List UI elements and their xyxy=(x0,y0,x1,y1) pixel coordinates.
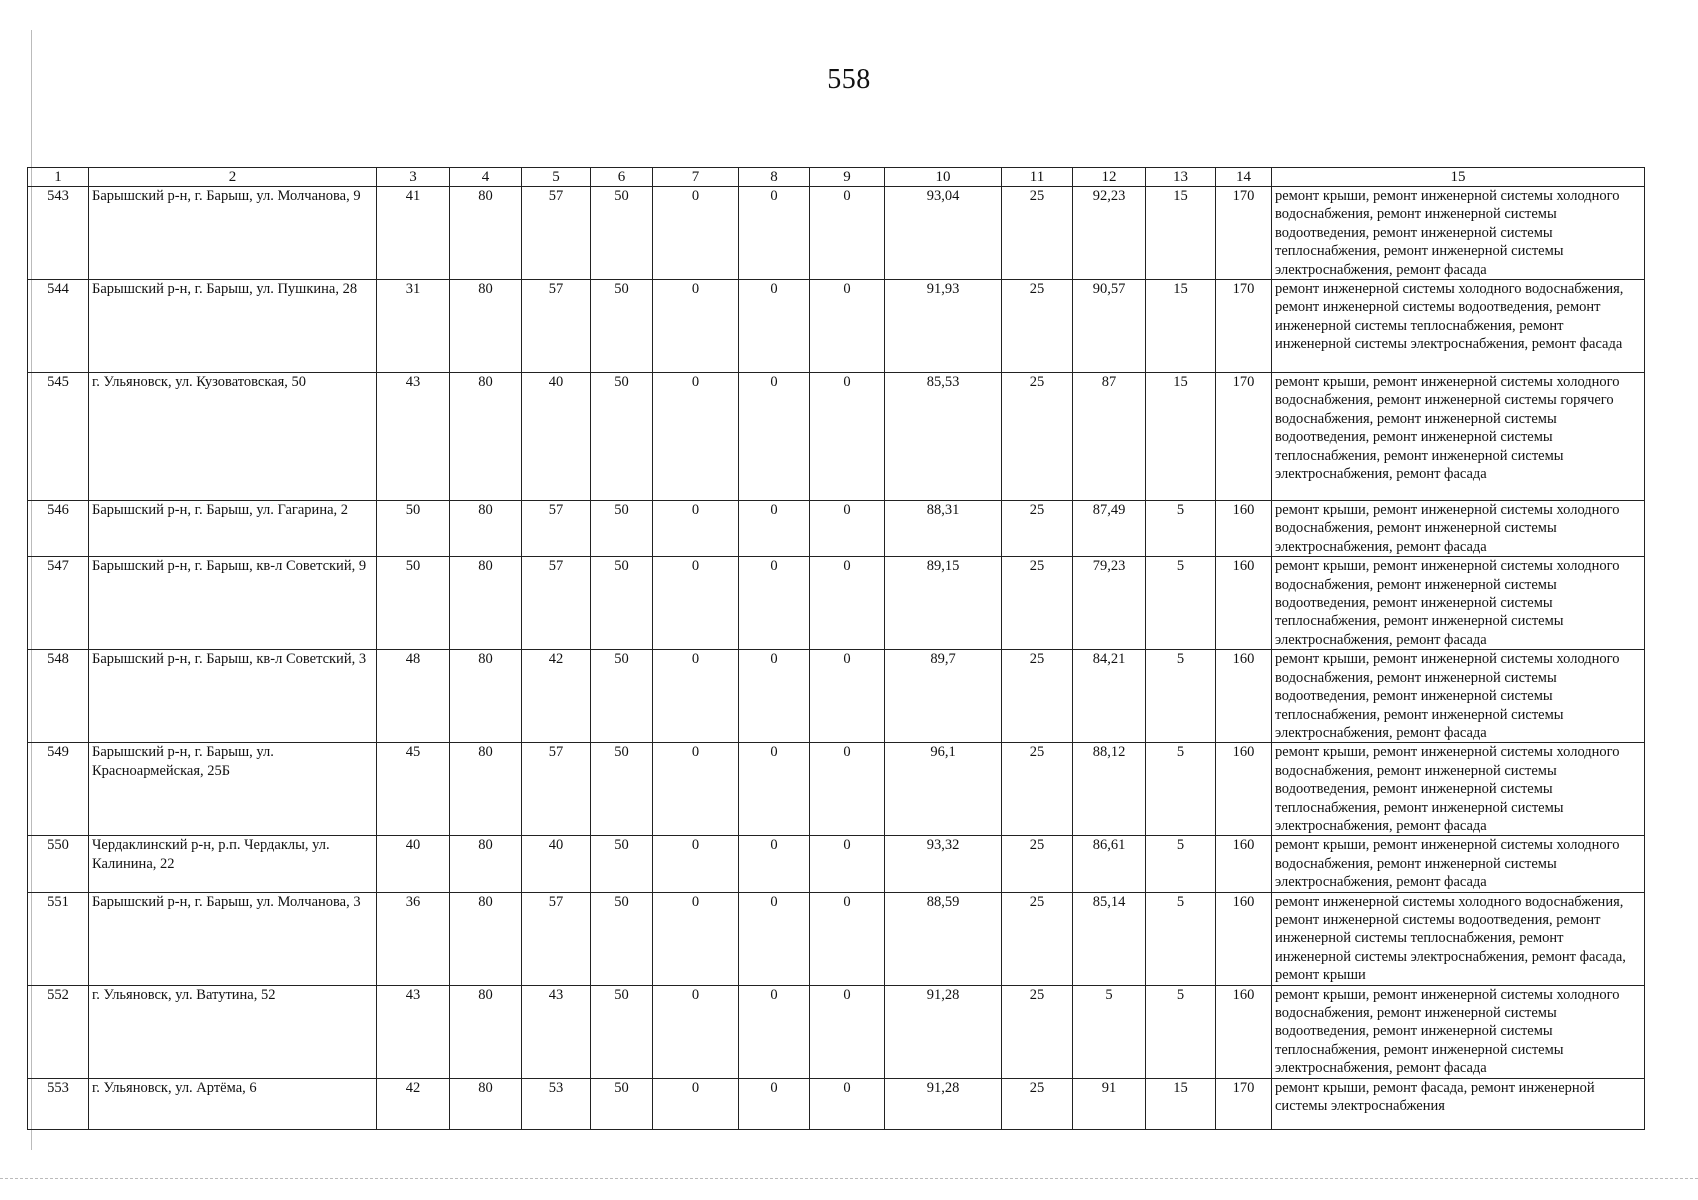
table-cell: 91,93 xyxy=(885,280,1002,373)
table-cell: 96,1 xyxy=(885,743,1002,836)
table-cell: 93,32 xyxy=(885,836,1002,892)
row-number-cell: 552 xyxy=(28,985,89,1078)
work-types-cell: ремонт крыши, ремонт инженерной системы холодного водоснабжения, ремонт инженерной системы горячего водоснабжения, ремонт инженерной системы водоотведения, ремонт инженерной системы теплоснабжения, ремонт инженерной системы электроснабжения, ремонт фасада xyxy=(1272,373,1645,501)
table-cell: 5 xyxy=(1146,650,1216,743)
table-row xyxy=(28,1078,1645,1129)
table-cell: 25 xyxy=(1002,892,1073,985)
table-cell: 0 xyxy=(810,1078,885,1129)
column-number-row xyxy=(28,168,1645,187)
column-header: 9 xyxy=(810,168,885,187)
table-cell: 91,28 xyxy=(885,985,1002,1078)
table-row xyxy=(28,187,1645,280)
table-cell: 0 xyxy=(653,1078,739,1129)
table-cell: 91,28 xyxy=(885,1078,1002,1129)
row-number-cell: 548 xyxy=(28,650,89,743)
table-cell: 0 xyxy=(739,557,810,650)
table-cell: 0 xyxy=(739,373,810,501)
table-cell: 5 xyxy=(1146,501,1216,557)
table-cell: 50 xyxy=(591,373,653,501)
table-cell: 0 xyxy=(739,1078,810,1129)
table-cell: 80 xyxy=(450,743,522,836)
work-types-cell: ремонт крыши, ремонт инженерной системы холодного водоснабжения, ремонт инженерной системы водоотведения, ремонт инженерной системы теплоснабжения, ремонт инженерной системы электроснабжения, ремонт фасада xyxy=(1272,985,1645,1078)
table-cell: 0 xyxy=(739,743,810,836)
table-row xyxy=(28,892,1645,985)
address-cell: г. Ульяновск, ул. Ватутина, 52 xyxy=(89,985,377,1078)
table-cell: 0 xyxy=(653,985,739,1078)
table-cell: 80 xyxy=(450,985,522,1078)
table-cell: 50 xyxy=(591,501,653,557)
table-cell: 50 xyxy=(591,280,653,373)
table-cell: 25 xyxy=(1002,187,1073,280)
table-cell: 92,23 xyxy=(1073,187,1146,280)
work-types-cell: ремонт крыши, ремонт инженерной системы холодного водоснабжения, ремонт инженерной системы водоотведения, ремонт инженерной системы теплоснабжения, ремонт инженерной системы электроснабжения, ремонт фасада xyxy=(1272,187,1645,280)
table-row xyxy=(28,501,1645,557)
column-header: 7 xyxy=(653,168,739,187)
table-cell: 5 xyxy=(1146,557,1216,650)
table-row xyxy=(28,280,1645,373)
table-cell: 0 xyxy=(810,280,885,373)
work-types-cell: ремонт крыши, ремонт инженерной системы холодного водоснабжения, ремонт инженерной системы водоотведения, ремонт инженерной системы теплоснабжения, ремонт инженерной системы электроснабжения, ремонт фасада xyxy=(1272,557,1645,650)
table-cell: 89,15 xyxy=(885,557,1002,650)
table-cell: 79,23 xyxy=(1073,557,1146,650)
table-cell: 80 xyxy=(450,1078,522,1129)
table-cell: 42 xyxy=(377,1078,450,1129)
row-number-cell: 544 xyxy=(28,280,89,373)
table-cell: 0 xyxy=(739,187,810,280)
table-cell: 0 xyxy=(739,280,810,373)
table-cell: 88,59 xyxy=(885,892,1002,985)
table-cell: 43 xyxy=(377,985,450,1078)
table-cell: 160 xyxy=(1216,892,1272,985)
address-cell: Барышский р-н, г. Барыш, ул. Молчанова, 3 xyxy=(89,892,377,985)
column-header: 6 xyxy=(591,168,653,187)
table-cell: 43 xyxy=(522,985,591,1078)
table-cell: 80 xyxy=(450,650,522,743)
table-cell: 25 xyxy=(1002,557,1073,650)
row-number-cell: 551 xyxy=(28,892,89,985)
table-cell: 50 xyxy=(591,892,653,985)
column-header: 15 xyxy=(1272,168,1645,187)
scan-bottom-rule xyxy=(0,1178,1698,1180)
table-cell: 50 xyxy=(591,1078,653,1129)
table-cell: 93,04 xyxy=(885,187,1002,280)
table-cell: 87 xyxy=(1073,373,1146,501)
table-cell: 40 xyxy=(522,836,591,892)
table-cell: 88,31 xyxy=(885,501,1002,557)
table-cell: 0 xyxy=(810,743,885,836)
table-cell: 0 xyxy=(810,836,885,892)
column-header: 2 xyxy=(89,168,377,187)
table-cell: 89,7 xyxy=(885,650,1002,743)
table-cell: 5 xyxy=(1146,836,1216,892)
table-cell: 36 xyxy=(377,892,450,985)
table-row xyxy=(28,650,1645,743)
table-cell: 57 xyxy=(522,501,591,557)
table-cell: 160 xyxy=(1216,501,1272,557)
table-cell: 5 xyxy=(1146,892,1216,985)
row-number-cell: 545 xyxy=(28,373,89,501)
table-cell: 57 xyxy=(522,892,591,985)
table-cell: 85,53 xyxy=(885,373,1002,501)
table-cell: 87,49 xyxy=(1073,501,1146,557)
table-body xyxy=(28,187,1645,1130)
table-cell: 57 xyxy=(522,280,591,373)
table-cell: 0 xyxy=(810,187,885,280)
table-row xyxy=(28,557,1645,650)
row-number-cell: 549 xyxy=(28,743,89,836)
table-cell: 80 xyxy=(450,187,522,280)
table-cell: 0 xyxy=(653,743,739,836)
column-header: 13 xyxy=(1146,168,1216,187)
address-cell: г. Ульяновск, ул. Артёма, 6 xyxy=(89,1078,377,1129)
table-cell: 25 xyxy=(1002,373,1073,501)
table-cell: 50 xyxy=(591,650,653,743)
table-cell: 50 xyxy=(591,836,653,892)
table-cell: 57 xyxy=(522,557,591,650)
column-header: 3 xyxy=(377,168,450,187)
work-types-cell: ремонт инженерной системы холодного водоснабжения, ремонт инженерной системы водоотведения, ремонт инженерной системы теплоснабжения, ремонт инженерной системы электроснабжения, ремонт фасада xyxy=(1272,280,1645,373)
column-header: 14 xyxy=(1216,168,1272,187)
table-cell: 31 xyxy=(377,280,450,373)
registry-table xyxy=(27,167,1645,1130)
table-row xyxy=(28,985,1645,1078)
table-cell: 85,14 xyxy=(1073,892,1146,985)
table-cell: 50 xyxy=(377,557,450,650)
work-types-cell: ремонт крыши, ремонт инженерной системы холодного водоснабжения, ремонт инженерной системы электроснабжения, ремонт фасада xyxy=(1272,501,1645,557)
address-cell: Барышский р-н, г. Барыш, ул. Красноармейская, 25Б xyxy=(89,743,377,836)
table-cell: 41 xyxy=(377,187,450,280)
table-cell: 50 xyxy=(591,985,653,1078)
address-cell: Барышский р-н, г. Барыш, кв-л Советский, 9 xyxy=(89,557,377,650)
table-cell: 170 xyxy=(1216,373,1272,501)
table-header xyxy=(28,168,1645,187)
table-cell: 5 xyxy=(1073,985,1146,1078)
table-cell: 0 xyxy=(653,280,739,373)
table-cell: 80 xyxy=(450,557,522,650)
table-cell: 0 xyxy=(653,501,739,557)
table-cell: 25 xyxy=(1002,501,1073,557)
table-cell: 53 xyxy=(522,1078,591,1129)
work-types-cell: ремонт крыши, ремонт инженерной системы холодного водоснабжения, ремонт инженерной системы водоотведения, ремонт инженерной системы теплоснабжения, ремонт инженерной системы электроснабжения, ремонт фасада xyxy=(1272,650,1645,743)
address-cell: Барышский р-н, г. Барыш, кв-л Советский, 3 xyxy=(89,650,377,743)
table-cell: 45 xyxy=(377,743,450,836)
table-cell: 25 xyxy=(1002,743,1073,836)
table-cell: 160 xyxy=(1216,985,1272,1078)
table-cell: 25 xyxy=(1002,985,1073,1078)
table-cell: 86,61 xyxy=(1073,836,1146,892)
address-cell: Чердаклинский р-н, р.п. Чердаклы, ул. Калинина, 22 xyxy=(89,836,377,892)
table-cell: 0 xyxy=(739,892,810,985)
table-cell: 50 xyxy=(591,557,653,650)
table-cell: 40 xyxy=(522,373,591,501)
table-cell: 50 xyxy=(591,743,653,836)
table-cell: 15 xyxy=(1146,373,1216,501)
table-cell: 0 xyxy=(653,650,739,743)
table-cell: 170 xyxy=(1216,280,1272,373)
row-number-cell: 553 xyxy=(28,1078,89,1129)
address-cell: г. Ульяновск, ул. Кузоватовская, 50 xyxy=(89,373,377,501)
table-cell: 0 xyxy=(810,557,885,650)
table-cell: 160 xyxy=(1216,557,1272,650)
table-cell: 160 xyxy=(1216,836,1272,892)
table-cell: 0 xyxy=(810,373,885,501)
work-types-cell: ремонт крыши, ремонт инженерной системы холодного водоснабжения, ремонт инженерной системы водоотведения, ремонт инженерной системы теплоснабжения, ремонт инженерной системы электроснабжения, ремонт фасада xyxy=(1272,743,1645,836)
row-number-cell: 550 xyxy=(28,836,89,892)
address-cell: Барышский р-н, г. Барыш, ул. Молчанова, 9 xyxy=(89,187,377,280)
table-cell: 25 xyxy=(1002,280,1073,373)
table-cell: 80 xyxy=(450,501,522,557)
table-cell: 0 xyxy=(653,187,739,280)
table-cell: 84,21 xyxy=(1073,650,1146,743)
table-cell: 0 xyxy=(739,836,810,892)
row-number-cell: 543 xyxy=(28,187,89,280)
table-cell: 0 xyxy=(653,836,739,892)
table-cell: 43 xyxy=(377,373,450,501)
table-cell: 0 xyxy=(739,985,810,1078)
table-cell: 0 xyxy=(810,650,885,743)
column-header: 11 xyxy=(1002,168,1073,187)
table-cell: 50 xyxy=(591,187,653,280)
column-header: 10 xyxy=(885,168,1002,187)
table-row xyxy=(28,373,1645,501)
work-types-cell: ремонт крыши, ремонт инженерной системы холодного водоснабжения, ремонт инженерной системы электроснабжения, ремонт фасада xyxy=(1272,836,1645,892)
table-cell: 15 xyxy=(1146,1078,1216,1129)
table-cell: 80 xyxy=(450,280,522,373)
row-number-cell: 546 xyxy=(28,501,89,557)
table-cell: 160 xyxy=(1216,743,1272,836)
table-cell: 0 xyxy=(653,557,739,650)
table-row xyxy=(28,836,1645,892)
table-cell: 80 xyxy=(450,836,522,892)
table-cell: 57 xyxy=(522,187,591,280)
table-cell: 40 xyxy=(377,836,450,892)
address-cell: Барышский р-н, г. Барыш, ул. Гагарина, 2 xyxy=(89,501,377,557)
work-types-cell: ремонт крыши, ремонт фасада, ремонт инженерной системы электроснабжения xyxy=(1272,1078,1645,1129)
work-types-cell: ремонт инженерной системы холодного водоснабжения, ремонт инженерной системы водоотведения, ремонт инженерной системы теплоснабжения, ремонт инженерной системы электроснабжения, ремонт фасада, ремонт крыши xyxy=(1272,892,1645,985)
table-cell: 5 xyxy=(1146,985,1216,1078)
page-number: 558 xyxy=(827,64,871,95)
table-cell: 160 xyxy=(1216,650,1272,743)
table-cell: 91 xyxy=(1073,1078,1146,1129)
table-cell: 170 xyxy=(1216,187,1272,280)
table-cell: 57 xyxy=(522,743,591,836)
table-cell: 42 xyxy=(522,650,591,743)
table-cell: 80 xyxy=(450,892,522,985)
table-cell: 0 xyxy=(653,892,739,985)
table-cell: 50 xyxy=(377,501,450,557)
table-cell: 15 xyxy=(1146,187,1216,280)
table-cell: 5 xyxy=(1146,743,1216,836)
table-cell: 0 xyxy=(810,985,885,1078)
table-row xyxy=(28,743,1645,836)
table-cell: 90,57 xyxy=(1073,280,1146,373)
table-cell: 25 xyxy=(1002,836,1073,892)
column-header: 5 xyxy=(522,168,591,187)
column-header: 4 xyxy=(450,168,522,187)
table-cell: 80 xyxy=(450,373,522,501)
table-cell: 15 xyxy=(1146,280,1216,373)
table-cell: 0 xyxy=(810,892,885,985)
table-cell: 25 xyxy=(1002,650,1073,743)
table-cell: 0 xyxy=(739,650,810,743)
table-cell: 25 xyxy=(1002,1078,1073,1129)
table-cell: 0 xyxy=(810,501,885,557)
row-number-cell: 547 xyxy=(28,557,89,650)
table-cell: 170 xyxy=(1216,1078,1272,1129)
table-cell: 88,12 xyxy=(1073,743,1146,836)
table-cell: 0 xyxy=(739,501,810,557)
table-cell: 0 xyxy=(653,373,739,501)
address-cell: Барышский р-н, г. Барыш, ул. Пушкина, 28 xyxy=(89,280,377,373)
column-header: 12 xyxy=(1073,168,1146,187)
table-cell: 48 xyxy=(377,650,450,743)
column-header: 1 xyxy=(28,168,89,187)
column-header: 8 xyxy=(739,168,810,187)
